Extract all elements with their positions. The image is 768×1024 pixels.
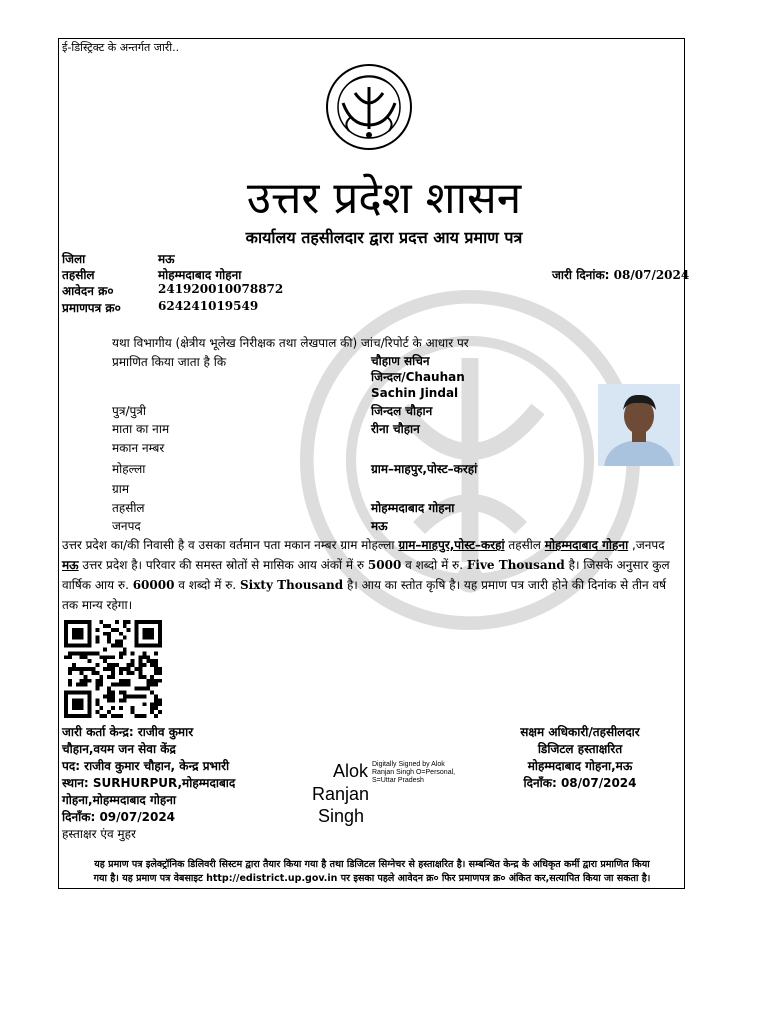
- paragraph-annual-words: Sixty Thousand: [240, 578, 344, 592]
- paragraph-text: व शब्दो में रु.: [401, 558, 467, 572]
- detail-value: मऊ: [371, 519, 388, 533]
- detail-label: पुत्र/पुत्री: [112, 404, 147, 418]
- issuer-place-cont: गोहना,मोहम्मदाबाद गोहना: [62, 793, 176, 807]
- digital-sign-name-line: Alok: [333, 761, 369, 781]
- page-title: उत्तर प्रदेश शासन: [246, 173, 522, 224]
- certificate-subtitle: कार्यालय तहसीलदार द्वारा प्रदत्त आय प्रमाण पत्र: [245, 228, 523, 247]
- digital-sign-name-line: Singh: [318, 806, 365, 826]
- digital-sign-detail-line: S=Uttar Pradesh: [372, 777, 424, 784]
- authority-place: मोहम्मदाबाद गोहना,मऊ: [527, 759, 633, 773]
- certify-line: प्रमाणित किया जाता है कि: [112, 355, 227, 369]
- detail-label: तहसील: [112, 501, 145, 515]
- person-icon: [598, 384, 680, 466]
- paragraph-text: ,जनपद: [628, 538, 665, 552]
- paragraph-text: है। जिसके अनुसार कुल वार्षिक आय रु.: [62, 558, 670, 592]
- paragraph-monthly-amount: 5000: [367, 558, 402, 572]
- paragraph-text: उत्तर प्रदेश का/की निवासी है व उसका वर्तमान पता मकान नम्बर ग्राम मोहल्ला: [62, 538, 399, 552]
- applicant-name-line: चौहाण सचिन: [371, 354, 430, 368]
- footer-line: यह प्रमाण पत्र इलेक्ट्रॉनिक डिलिवरी सिस्टम द्वारा तैयार किया गया है तथा डिजिटल सिग्नेचर से हस्ताक्षरित है। सम्बन्धित केन्द्र के अधिकृत कर्मी द्वारा प्रमाणित किया: [94, 859, 650, 870]
- issuer-date: [62, 809, 235, 826]
- detail-label: ग्राम: [112, 482, 130, 496]
- digital-sign-detail-line: Digitally Signed by Alok: [372, 761, 445, 768]
- authority-title: सक्षम अधिकारी/तहसीलदार: [520, 725, 640, 739]
- intro-line: यथा विभागीय (क्षेत्रीय भूलेख निरीक्षक तथा लेखपाल की) जांच/रिपोर्ट के आधार पर: [112, 336, 469, 350]
- detail-label: माता का नाम: [112, 422, 170, 436]
- footer-note: [62, 858, 682, 886]
- authority-digital: डिजिटल हस्ताक्षरित: [537, 742, 623, 756]
- application-no-label: आवेदन क्र०: [62, 284, 114, 298]
- issuer-date-label: दिनाँक:: [62, 810, 96, 824]
- paragraph-district: मऊ: [62, 558, 79, 572]
- up-government-emblem-icon: [325, 63, 413, 151]
- paragraph-monthly-words: Five Thousand: [466, 558, 565, 572]
- detail-value: जिन्दल चौहान: [371, 404, 433, 418]
- issue-date: [552, 266, 689, 283]
- certificate-no-value: 624241019549: [158, 299, 259, 313]
- certificate-paragraph: [62, 535, 682, 615]
- tehsil-label: तहसील: [62, 268, 95, 282]
- paragraph-tehsil: मोहम्मदाबाद गोहना: [544, 538, 629, 552]
- paragraph-text: उत्तर प्रदेश है। परिवार की समस्त स्रोतों से मासिक आय अंकों में रु: [78, 558, 368, 572]
- tehsil-value: मोहम्मदाबाद गोहना: [158, 268, 242, 282]
- paragraph-mohalla: ग्राम–माहपुर,पोस्ट–करहां: [398, 538, 505, 552]
- paragraph-text: तहसील: [504, 538, 545, 552]
- issuer-place: स्थान: SURHURPUR,मोहम्मदाबाद: [62, 776, 236, 790]
- digital-sign-detail-line: Ranjan Singh O=Personal,: [372, 769, 456, 776]
- digital-sign-name-line: Ranjan: [312, 784, 370, 804]
- authority-date-value: 08/07/2024: [560, 776, 637, 790]
- issuer-centre: जारी कर्ता केन्द्र: राजीव कुमार: [62, 725, 194, 739]
- applicant-photo: [598, 384, 680, 466]
- top-note: ई-डिस्ट्रिक्ट के अन्तर्गत जारी..: [62, 41, 180, 54]
- authority-block: [480, 724, 680, 792]
- authority-date: [480, 775, 680, 792]
- footer-line: गया है। यह प्रमाण पत्र वेबसाइट http://edistrict.up.gov.in पर इसका पहले आवेदन क्र० फिर प्रमाणपत्र क्र० अंकित कर,सत्यापित किया जा सकता है।: [93, 873, 651, 884]
- detail-value: रीना चौहान: [371, 422, 420, 436]
- detail-label: मकान नम्बर: [112, 441, 165, 455]
- issue-date-value: 08/07/2024: [613, 268, 690, 282]
- digital-sign-details: [372, 761, 455, 785]
- paragraph-annual-amount: 60000: [132, 578, 175, 592]
- detail-label: जनपद: [112, 519, 141, 533]
- paragraph-text: व शब्दो में रु.: [174, 578, 241, 592]
- district-label: जिला: [62, 252, 86, 266]
- applicant-name: [371, 353, 465, 401]
- authority-date-label: दिनाँक:: [523, 776, 557, 790]
- detail-label: मोहल्ला: [112, 462, 146, 476]
- applicant-name-line: जिन्दल/Chauhan: [371, 370, 465, 384]
- paragraph-text: है। आय का स्तोत कृषि है। यह प्रमाण पत्र जारी होने की दिनांक से तीन वर्ष तक मान्य रहेगा।: [62, 578, 667, 612]
- applicant-name-line: Sachin Jindal: [371, 386, 459, 400]
- qr-code-icon: [64, 620, 162, 718]
- detail-value: ग्राम–माहपुर,पोस्ट–करहां: [371, 462, 478, 476]
- issuer-block: [62, 724, 235, 843]
- issue-date-label: जारी दिनांक:: [552, 268, 610, 282]
- detail-value: मोहम्मदाबाद गोहना: [371, 501, 455, 515]
- issuer-post: पद: राजीव कुमार चौहान, केन्द्र प्रभारी: [62, 759, 230, 773]
- district-value: मऊ: [158, 252, 175, 266]
- application-no-value: 241920010078872: [158, 282, 284, 296]
- certificate-no-label: प्रमाणपत्र क्र०: [62, 301, 121, 315]
- issuer-date-value: 09/07/2024: [99, 810, 176, 824]
- sign-and-seal: हस्ताक्षर एंव मुहर: [62, 827, 136, 841]
- issuer-centre-cont: चौहान,वयम जन सेवा केंद्र: [62, 742, 176, 756]
